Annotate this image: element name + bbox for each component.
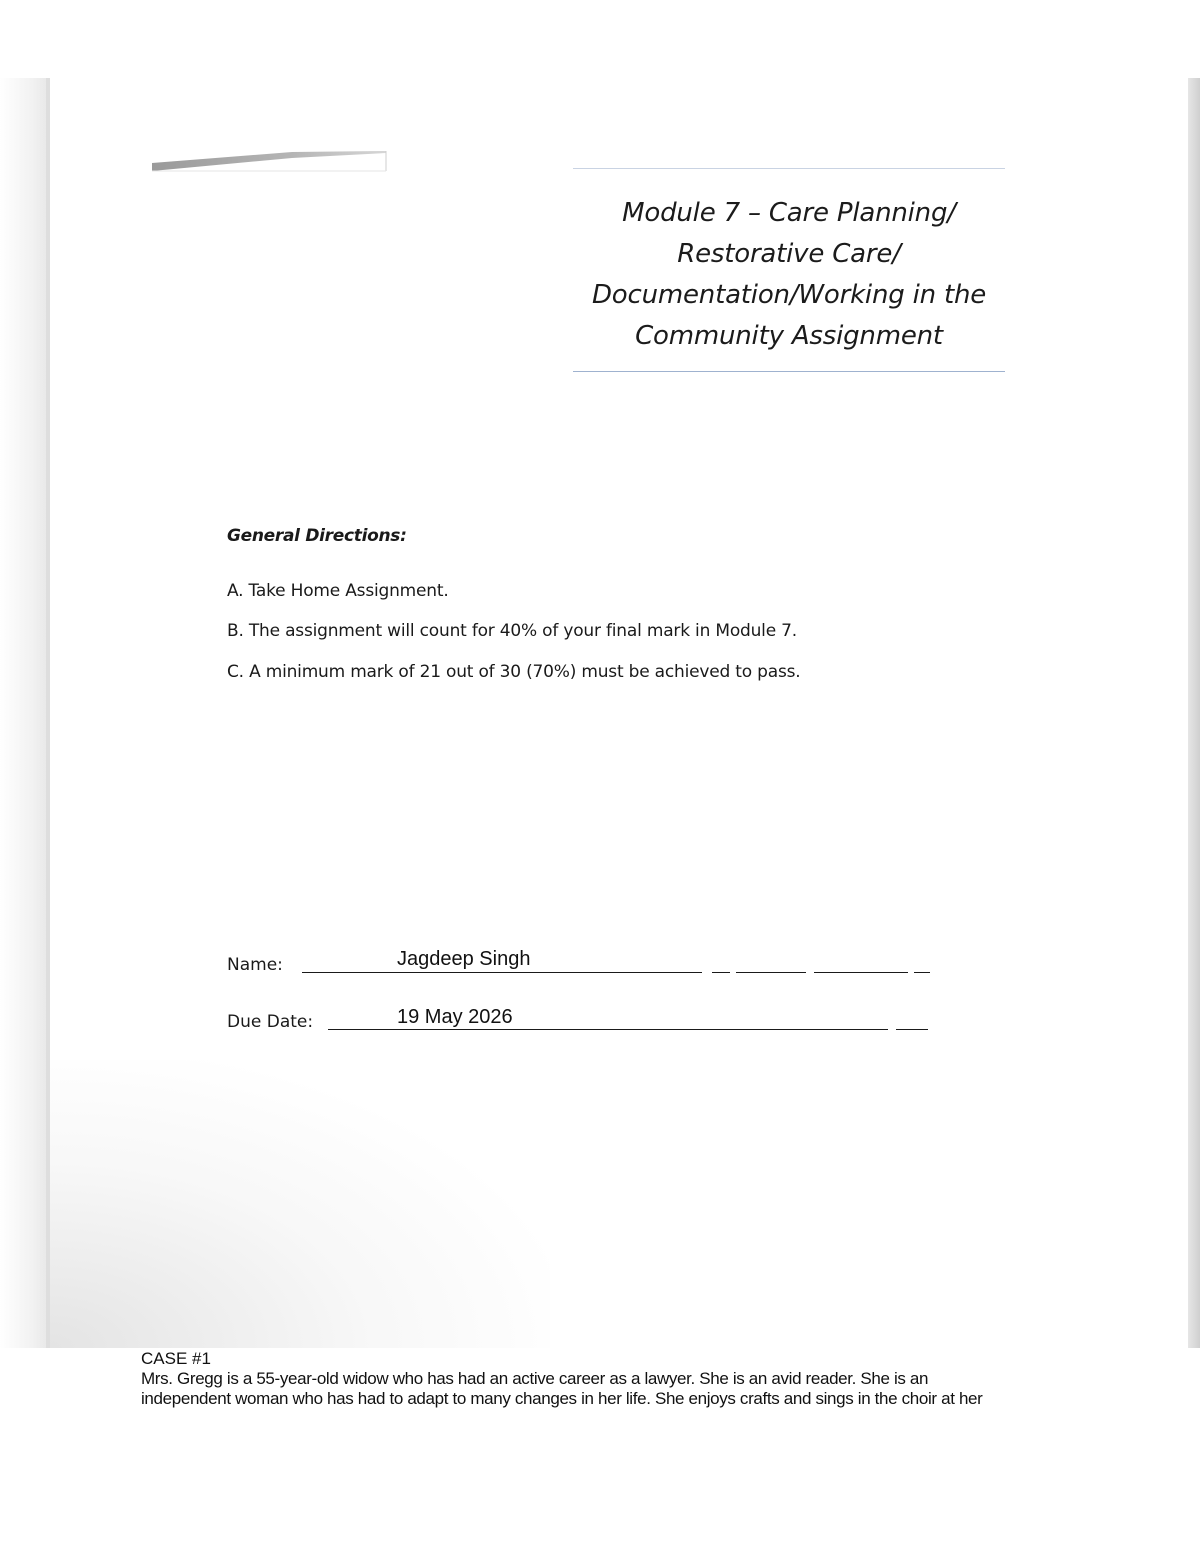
due-date-underline (328, 1029, 888, 1030)
title-line: Documentation/Working in the (591, 280, 987, 310)
due-date-underline-segment (896, 1029, 928, 1030)
due-date-label: Due Date: (227, 1012, 314, 1032)
case-title: CASE #1 (141, 1349, 211, 1368)
name-value[interactable]: Jagdeep Singh (397, 948, 531, 970)
name-label: Name: (227, 955, 283, 975)
page-edge-right (1188, 78, 1200, 1348)
scan-shadow (50, 1060, 550, 1348)
case-text-line: Mrs. Gregg is a 55-year-old widow who has had an active career as a lawyer. She is an avid reader. She is an (141, 1369, 929, 1388)
logo-strip-graphic (152, 149, 388, 173)
due-date-value[interactable]: 19 May 2026 (397, 1006, 513, 1028)
name-underline-segment (712, 972, 730, 973)
case-description (141, 1369, 1071, 1409)
document-title (573, 193, 1005, 357)
title-line: Module 7 – Care Planning/ (622, 198, 956, 228)
direction-item: B. The assignment will count for 40% of your final mark in Module 7. (227, 621, 797, 641)
name-underline-segment (814, 972, 908, 973)
case-text-line: independent woman who has had to adapt to many changes in her life. She enjoys crafts and sings in the choir at her (141, 1389, 983, 1408)
title-line: Community Assignment (635, 321, 943, 351)
direction-item: C. A minimum mark of 21 out of 30 (70%) must be achieved to pass. (227, 662, 801, 682)
page-edge-left (0, 78, 46, 1348)
name-underline (302, 972, 702, 973)
title-block (573, 168, 1005, 372)
name-underline-segment (736, 972, 806, 973)
directions-heading: General Directions: (227, 526, 407, 546)
direction-item: A. Take Home Assignment. (227, 581, 449, 601)
title-line: Restorative Care/ (677, 239, 901, 269)
name-underline-segment (914, 972, 930, 973)
